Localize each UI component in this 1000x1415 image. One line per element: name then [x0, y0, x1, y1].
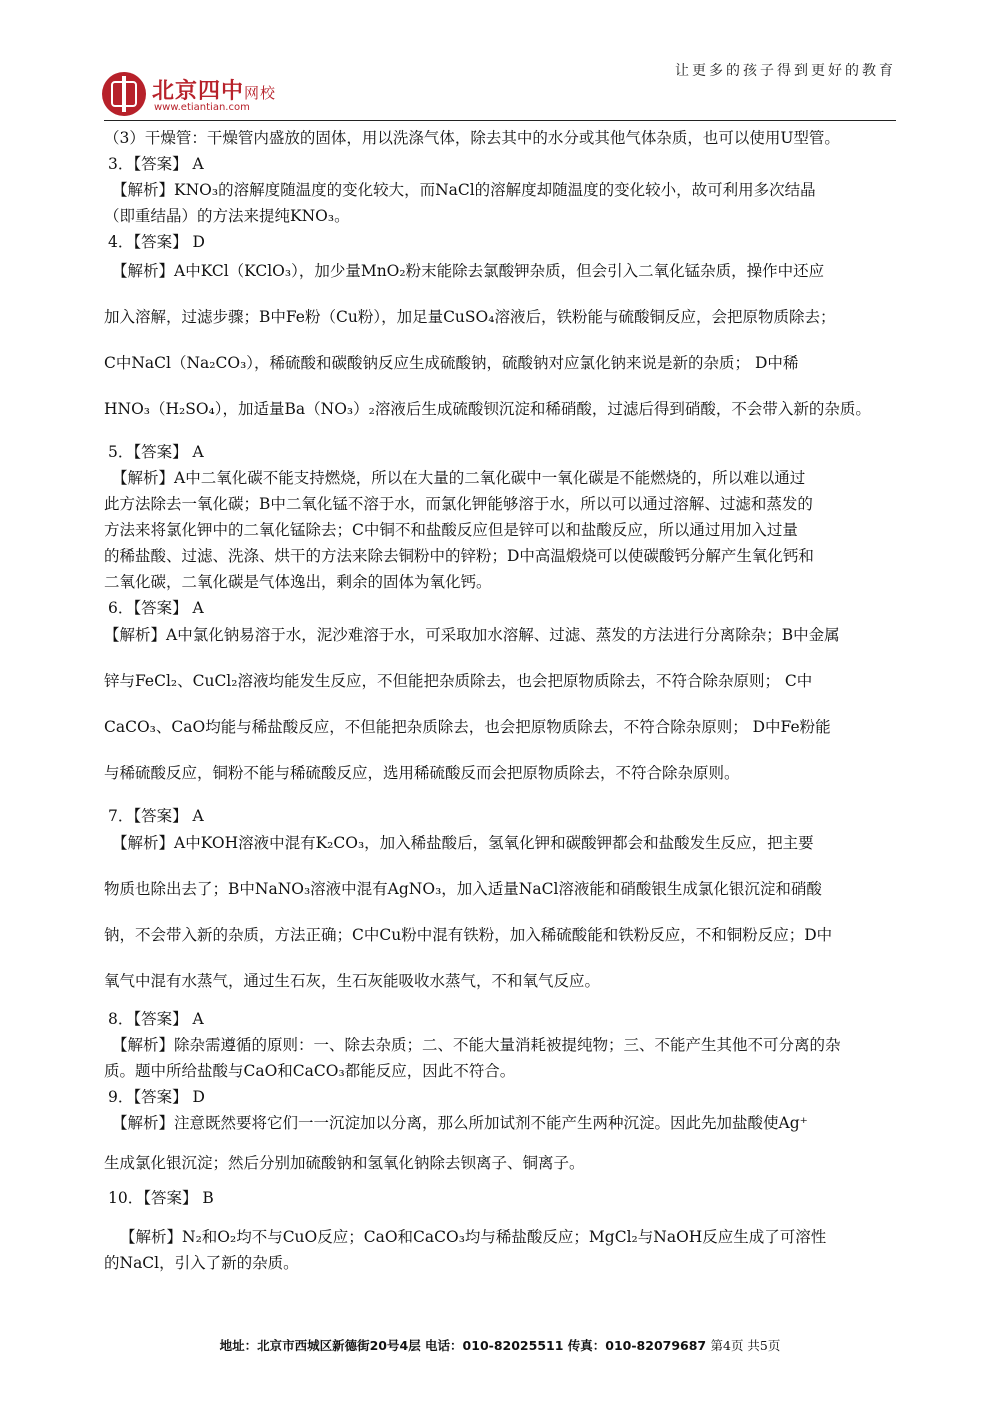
- text-line: 4．【答案】 D: [108, 233, 205, 251]
- text-line: 此方法除去一氧化碳；B中二氧化锰不溶于水，而氯化钾能够溶于水，所以可以通过溶解、过滤和蒸发的: [104, 495, 813, 513]
- text-line: 氧气中混有水蒸气，通过生石灰，生石灰能吸收水蒸气，不和氧气反应。: [104, 972, 601, 990]
- text-line: 【解析】KNO₃的溶解度随温度的变化较大，而NaCl的溶解度却随温度的变化较小，故可利用多次结晶: [112, 181, 816, 199]
- text-line: 10．【答案】 B: [108, 1189, 214, 1207]
- page-number: 第4页 共5页: [710, 1338, 781, 1353]
- header-slogan: 让更多的孩子得到更好的教育: [675, 63, 896, 79]
- text-line: 【解析】A中KCl（KClO₃），加少量MnO₂粉末能除去氯酸钾杂质，但会引入二氧化锰杂质，操作中还应: [112, 262, 825, 280]
- text-line: 【解析】A中氯化钠易溶于水，泥沙难溶于水，可采取加水溶解、过滤、蒸发的方法进行分离除杂；B中金属: [104, 626, 840, 644]
- page-header: [0, 0, 1000, 130]
- text-line: 6．【答案】 A: [108, 599, 204, 617]
- text-line: 锌与FeCl₂、CuCl₂溶液均能发生反应，不但能把杂质除去，也会把原物质除去，不符合除杂原则； C中: [104, 672, 813, 690]
- text-line: CaCO₃、CaO均能与稀盐酸反应，不但能把杂质除去，也会把原物质除去，不符合除杂原则； D中Fe粉能: [104, 718, 831, 736]
- text-line: 钠，不会带入新的杂质，方法正确；C中Cu粉中混有铁粉，加入稀硫酸能和铁粉反应，不和铜粉反应；D中: [104, 926, 833, 944]
- text-line: 【解析】A中二氧化碳不能支持燃烧，所以在大量的二氧化碳中一氧化碳是不能燃烧的，所以难以通过: [112, 469, 806, 487]
- footer-address: 地址：北京市西城区新德街20号4层 电话：010-82025511 传真：010-82079687: [219, 1338, 707, 1353]
- text-line: 8．【答案】 A: [108, 1010, 204, 1028]
- text-line: 【解析】注意既然要将它们一一沉淀加以分离，那么所加试剂不能产生两种沉淀。因此先加盐酸使Ag⁺: [112, 1114, 808, 1132]
- text-line: 质。题中所给盐酸与CaO和CaCO₃都能反应，因此不符合。: [104, 1062, 516, 1080]
- text-line: 二氧化碳，二氧化碳是气体逸出，剩余的固体为氧化钙。: [104, 573, 492, 591]
- text-line: 方法来将氯化钾中的二氧化锰除去；C中铜不和盐酸反应但是锌可以和盐酸反应，所以通过用加入过量: [104, 521, 798, 539]
- text-line: （3）干燥管：干燥管内盛放的固体，用以洗涤气体，除去其中的水分或其他气体杂质，也可以使用U型管。: [104, 129, 840, 147]
- text-line: 9．【答案】 D: [108, 1088, 205, 1106]
- logo-name: 北京四中网校: [152, 79, 277, 104]
- page-footer: [0, 1336, 1000, 1354]
- text-line: 生成氯化银沉淀；然后分别加硫酸钠和氢氧化钠除去钡离子、铜离子。: [104, 1154, 585, 1172]
- text-line: 【解析】A中KOH溶液中混有K₂CO₃，加入稀盐酸后，氢氧化钾和碳酸钾都会和盐酸发生反应，把主要: [112, 834, 814, 852]
- text-line: 【解析】除杂需遵循的原则：一、除去杂质；二、不能大量消耗被提纯物；三、不能产生其他不可分离的杂: [112, 1036, 841, 1054]
- text-line: 加入溶解，过滤步骤；B中Fe粉（Cu粉），加足量CuSO₄溶液后，铁粉能与硫酸铜反应，会把原物质除去；: [104, 308, 836, 326]
- text-line: 7．【答案】 A: [108, 807, 204, 825]
- text-line: HNO₃（H₂SO₄），加适量Ba（NO₃）₂溶液后生成硫酸钡沉淀和稀硝酸，过滤后得到硝酸，不会带入新的杂质。: [104, 400, 871, 418]
- school-logo: [102, 72, 402, 124]
- text-line: 的NaCl，引入了新的杂质。: [104, 1254, 299, 1272]
- logo-url: www.etiantian.com: [154, 102, 250, 113]
- header-divider: [104, 120, 896, 121]
- text-line: 【解析】N₂和O₂均不与CuO反应；CaO和CaCO₃均与稀盐酸反应；MgCl₂与NaOH反应生成了可溶性: [120, 1228, 827, 1246]
- text-line: C中NaCl（Na₂CO₃），稀硫酸和碳酸钠反应生成硫酸钠，硫酸钠对应氯化钠来说是新的杂质； D中稀: [104, 354, 799, 372]
- logo-emblem-icon: [102, 72, 146, 116]
- text-line: 物质也除出去了；B中NaNO₃溶液中混有AgNO₃，加入适量NaCl溶液能和硝酸银生成氯化银沉淀和硝酸: [104, 880, 822, 898]
- logo-sub: 网校: [244, 84, 277, 102]
- text-line: 3．【答案】 A: [108, 155, 204, 173]
- text-line: 与稀硫酸反应，铜粉不能与稀硫酸反应，选用稀硫酸反而会把原物质除去，不符合除杂原则。: [104, 764, 740, 782]
- text-line: （即重结晶）的方法来提纯KNO₃。: [104, 207, 350, 225]
- text-line: 的稀盐酸、过滤、洗涤、烘干的方法来除去铜粉中的锌粉；D中高温煅烧可以使碳酸钙分解产生氧化钙和: [104, 547, 814, 565]
- text-line: 5．【答案】 A: [108, 443, 204, 461]
